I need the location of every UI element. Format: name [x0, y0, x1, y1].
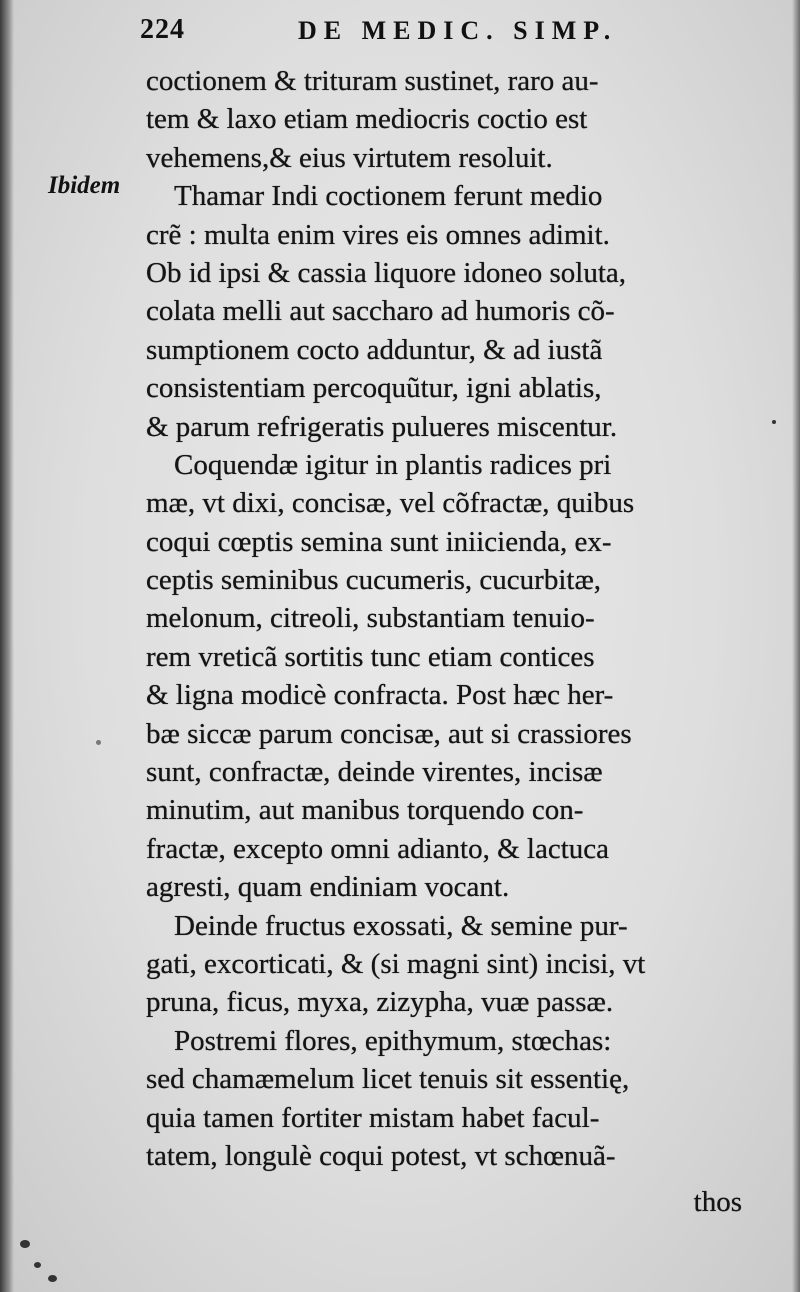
page-edge-right [792, 0, 800, 1292]
text-line: agresti, quam endiniam vocant. [146, 871, 510, 904]
text-line: minutim, aut manibus torquendo con- [146, 794, 584, 827]
text-line: fractæ, excepto omni adianto, & lactuca [146, 832, 610, 865]
ink-speck [20, 1240, 30, 1248]
text-line: colata melli aut saccharo ad humoris cõ- [146, 295, 615, 328]
text-line: Deinde fructus exossati, & semine pur- [174, 909, 628, 942]
text-line: gati, excorticati, & (si magni sint) incisi, vt [146, 947, 646, 980]
text-line: Postremi flores, epithymum, stœchas: [174, 1024, 612, 1057]
ink-speck [34, 1262, 41, 1268]
text-line: ceptis seminibus cucumeris, cucurbitæ, [146, 564, 602, 597]
marginal-note: Ibidem [48, 172, 121, 199]
text-line: coctionem & trituram sustinet, raro au- [146, 65, 599, 97]
text-line: tem & laxo etiam mediocris coctio est [146, 103, 588, 136]
text-line: melonum, citreoli, substantiam tenuio- [146, 602, 595, 635]
text-line: quia tamen fortiter mistam habet facul- [146, 1101, 600, 1134]
ink-speck [772, 420, 776, 424]
text-line: Thamar Indi coctionem ferunt medio [174, 180, 603, 213]
catchword: thos [693, 1186, 742, 1218]
text-line: rem vreticã sortitis tunc etiam contices [146, 640, 595, 673]
ink-speck [96, 740, 101, 745]
text-line: mæ, vt dixi, concisæ, vel cõfractæ, quibus [146, 487, 635, 520]
page-edge-left [0, 0, 14, 1292]
text-line: pruna, ficus, myxa, zizypha, vuæ passæ. [146, 986, 614, 1019]
text-line: crẽ : multa enim vires eis omnes adimit. [146, 218, 610, 251]
text-line: sed chamæmelum licet tenuis sit essentię, [146, 1063, 630, 1096]
running-head: DE MEDIC. SIMP. [298, 16, 618, 45]
text-line: vehemens,& eius virtutem resoluit. [146, 141, 553, 174]
text-line: consistentiam percoquũtur, igni ablatis, [146, 372, 602, 405]
text-line: coqui cœptis semina sunt iniicienda, ex- [146, 525, 612, 558]
text-line: sunt, confractæ, deinde virentes, incisæ [146, 756, 603, 789]
text-line: & ligna modicè confracta. Post hæc her- [146, 679, 614, 712]
ink-speck [48, 1275, 57, 1282]
body-text [146, 62, 746, 1175]
text-line: & parum refrigeratis pulueres miscentur. [146, 410, 618, 443]
text-line: Ob id ipsi & cassia liquore idoneo soluta, [146, 256, 627, 289]
text-line: bæ siccæ parum concisæ, aut si crassiores [146, 717, 632, 750]
text-line: Coquendæ igitur in plantis radices pri [174, 448, 612, 481]
text-line: tatem, longulè coqui potest, vt schœnuã- [146, 1139, 616, 1172]
page-header [140, 14, 660, 58]
page-number: 224 [140, 14, 185, 45]
text-line: sumptionem cocto adduntur, & ad iustã [146, 333, 603, 366]
